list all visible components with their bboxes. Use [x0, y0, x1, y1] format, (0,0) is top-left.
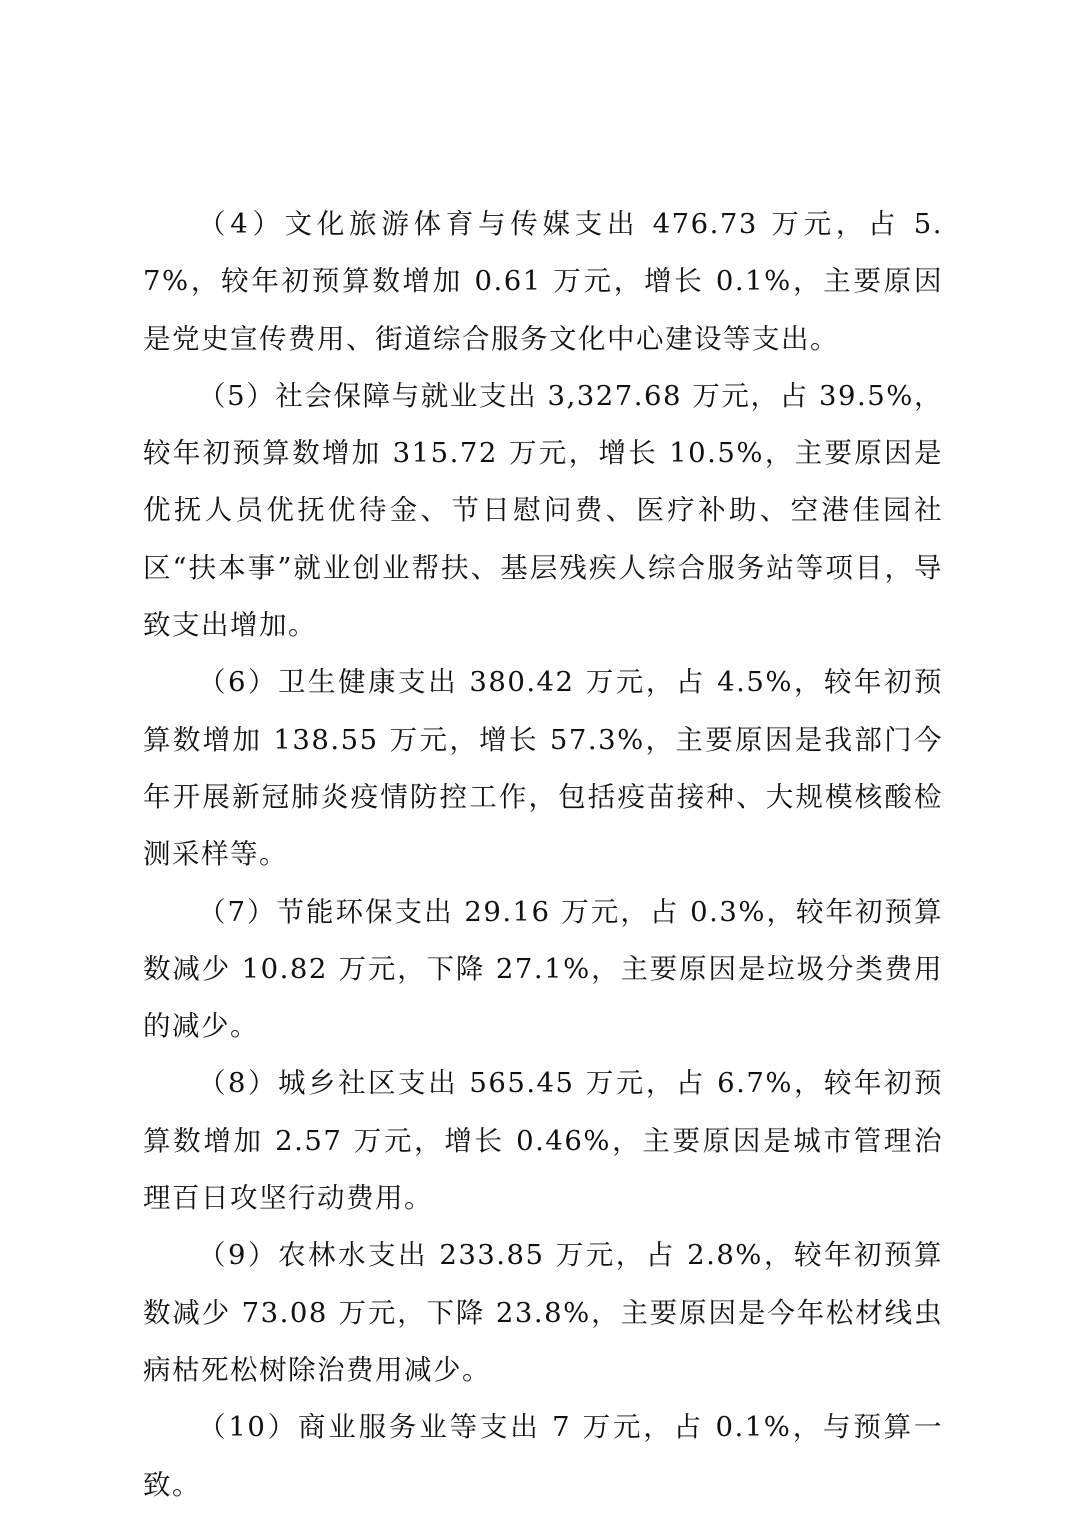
paragraph-social-security-employment: （5）社会保障与就业支出 3,327.68 万元，占 39.5%，较年初预算数增加 315.72 万元，增长 10.5%，主要原因是优抚人员优抚优待金、节日慰问费、医疗补助、空港佳园社区“扶本事”就业创业帮扶、基层残疾人综合服务站等项目，导致支出增加。 — [143, 379, 943, 642]
document-body — [143, 196, 943, 1514]
paragraph-urban-rural-community: （8）城乡社区支出 565.45 万元，占 6.7%，较年初预算数增加 2.57 万元，增长 0.46%，主要原因是城市管理治理百日攻坚行动费用。 — [143, 1067, 943, 1215]
paragraph-agriculture-forestry-water: （9）农林水支出 233.85 万元，占 2.8%，较年初预算数减少 73.08 万元，下降 23.8%，主要原因是今年松材线虫病枯死松树除治费用减少。 — [143, 1239, 943, 1386]
paragraph-energy-environment: （7）节能环保支出 29.16 万元，占 0.3%，较年初预算数减少 10.82 万元，下降 27.1%，主要原因是垃圾分类费用的减少。 — [143, 895, 943, 1043]
paragraph-health: （6）卫生健康支出 380.42 万元，占 4.5%，较年初预算数增加 138.55 万元，增长 57.3%，主要原因是我部门今年开展新冠肺炎疫情防控工作，包括疫苗接种、大规模核酸检测采样等。 — [143, 666, 943, 871]
paragraph-commercial-services: （10）商业服务业等支出 7 万元，占 0.1%，与预算一致。 — [143, 1411, 943, 1501]
paragraph-culture-tourism-sports-media: （4）文化旅游体育与传媒支出 476.73 万元，占 5.7%，较年初预算数增加 0.61 万元，增长 0.1%，主要原因是党史宣传费用、街道综合服务文化中心建设等支出。 — [143, 208, 943, 355]
